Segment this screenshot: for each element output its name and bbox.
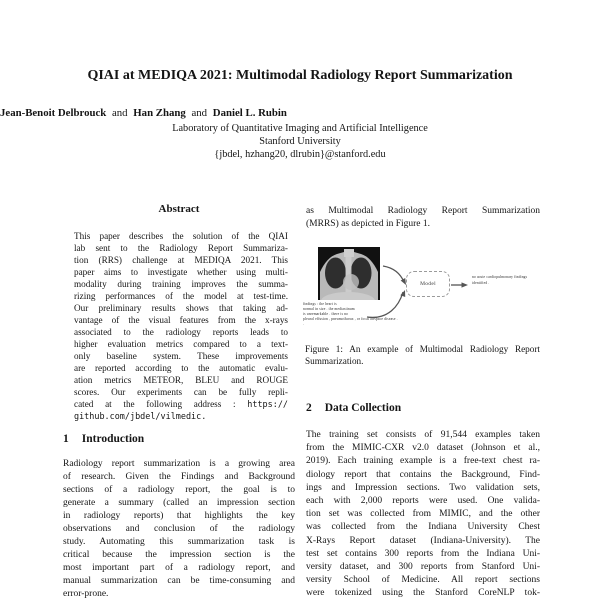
text-line: pleural effusion , pneumothorax , or focal airspace disease .: [303, 317, 398, 322]
vilmedic-link[interactable]: https://: [247, 399, 288, 409]
text-line: vantage of the visual features from the x-rays: [74, 315, 288, 325]
section-number: 1: [63, 433, 69, 445]
text-line: X-Rays Report dataset (Indiana-University). The: [306, 535, 540, 546]
text-line: versity dataset, and 300 reports from Stanford Uni-: [306, 562, 540, 573]
section-label: Data Collection: [324, 402, 402, 414]
text-line: were tokenized using the Stanford CoreNLP tok-: [306, 588, 540, 599]
text-part: Daniel L. Rubin: [212, 107, 287, 119]
text-line: Figure 1: An example of Multimodal Radiology Report: [305, 344, 540, 354]
text-line: normal in size . the mediastinum: [303, 307, 355, 312]
text-line: versity School of Medicine. All report sections: [306, 575, 540, 586]
text-line: study. Automating this summarization task is: [63, 537, 295, 547]
arrowhead: [462, 282, 469, 287]
text-line: Stanford University: [259, 136, 341, 147]
text-line: .: [303, 322, 305, 327]
abstract-text: [74, 230, 288, 422]
text-line: scores. Our experiments can be fully repli-: [74, 387, 288, 397]
figure-output-summary-text: [472, 275, 550, 287]
text-line: {jbdel, hzhang20, dlrubin}@stanford.edu: [214, 149, 386, 160]
text-line: ings and Impression sections. Two validation sets,: [306, 482, 540, 493]
text-line: from the MIMIC-CXR v2.0 dataset (Johnson et al.,: [306, 443, 540, 454]
text-part: Jean-Benoit Delbrouck: [0, 107, 107, 119]
text-line: identified .: [472, 280, 490, 285]
text-line: tion set was collected from MIMIC, and the other: [306, 509, 540, 520]
text-line: findings : the heart is: [303, 302, 337, 306]
text-line: higher evaluation metrics compared to a text-: [74, 339, 288, 349]
text-line: sections of a radiology report, the goal is to: [63, 485, 295, 495]
text-line: Radiology report summarization is a growing area: [63, 459, 295, 469]
text-line: test set contains 300 reports from the Indiana Uni-: [306, 548, 540, 559]
text-line: critical because the impression section is the: [63, 550, 295, 560]
text-line: This paper describes the solution of the QIAI: [74, 231, 288, 241]
right-column-top-text: [306, 205, 540, 231]
text-line: The training set consists of 91,544 examples taken: [306, 430, 540, 440]
data-collection-text: [306, 429, 540, 600]
text-line: Our preliminary results shows that taking ad-: [74, 303, 288, 313]
text-line: was collected from the Indiana University Chest: [306, 522, 540, 533]
text-part: Han Zhang: [133, 107, 186, 119]
section-number: 2: [306, 402, 312, 414]
text-line: each with 2,000 reports were used. One valida-: [306, 496, 540, 507]
text-line: [74, 410, 288, 422]
text-line: rizing performances of the model at test-time.: [74, 291, 288, 301]
text-line: modality during training improves the summa-: [74, 279, 288, 289]
text-line: as Multimodal Radiology Report Summarization: [306, 206, 540, 216]
text-line: Laboratory of Quantitative Imaging and Artificial Intelligence: [172, 123, 428, 134]
text-line: are reported according to the automatic evalu-: [74, 363, 288, 373]
text-line: paper aims to investigate whether using multi-: [74, 267, 288, 277]
model-box: [406, 271, 450, 297]
text-part: and: [109, 107, 131, 119]
model-label: Model: [420, 281, 436, 287]
abstract-heading: Abstract: [158, 203, 200, 215]
text-line: in radiology reports) that highlights the key: [63, 511, 295, 521]
text-line: error-prone.: [63, 589, 109, 599]
text-line: tion (RRS) challenge at MEDIQA 2021. This: [74, 255, 288, 265]
section-label: Introduction: [81, 433, 145, 445]
text-line: 2019). Each training example is a free-text chest ra-: [306, 456, 540, 467]
text-line: diology report that contains the Background, Find-: [306, 469, 540, 480]
affiliation-block: [0, 122, 600, 161]
text-part: cated at the following address :: [74, 399, 248, 409]
text-line: of research. Given the Findings and Background: [63, 472, 295, 482]
section-heading-data-collection: [306, 402, 401, 414]
text-line: is unremarkable . there is no: [303, 312, 349, 317]
text-line: generate a summary (called an impression section: [63, 498, 295, 508]
text-line: [74, 398, 288, 410]
authors-line: [0, 107, 600, 120]
text-line: (MRRS) as depicted in Figure 1.: [306, 219, 431, 230]
text-line: associated to the radiology reports leads to: [74, 327, 288, 337]
vilmedic-link[interactable]: github.com/jbdel/vilmedic.: [74, 411, 207, 421]
text-part: and: [188, 107, 210, 119]
text-line: lab sent to the Radiology Report Summariza-: [74, 243, 288, 253]
text-line: Summarization.: [305, 356, 364, 367]
text-line: only baseline system. These improvements: [74, 351, 288, 361]
text-line: observations and conclusion of the radiology: [63, 524, 295, 534]
arrow-from-xray: [383, 266, 404, 282]
text-line: most important part of a radiology report, and: [63, 563, 295, 573]
text-line: manual summarization can be time-consuming and: [63, 576, 295, 586]
arrow-from-text: [367, 292, 403, 317]
section-heading-introduction: [63, 433, 144, 445]
text-line: ation metrics METEOR, BLEU and ROUGE: [74, 375, 288, 385]
paper-title: QIAI at MEDIQA 2021: Multimodal Radiology Report Summarization: [87, 68, 513, 83]
text-line: [0, 107, 600, 120]
introduction-text: [63, 458, 295, 600]
text-line: no acute cardiopulmonary findings: [472, 275, 528, 279]
figure-caption: [305, 343, 540, 367]
